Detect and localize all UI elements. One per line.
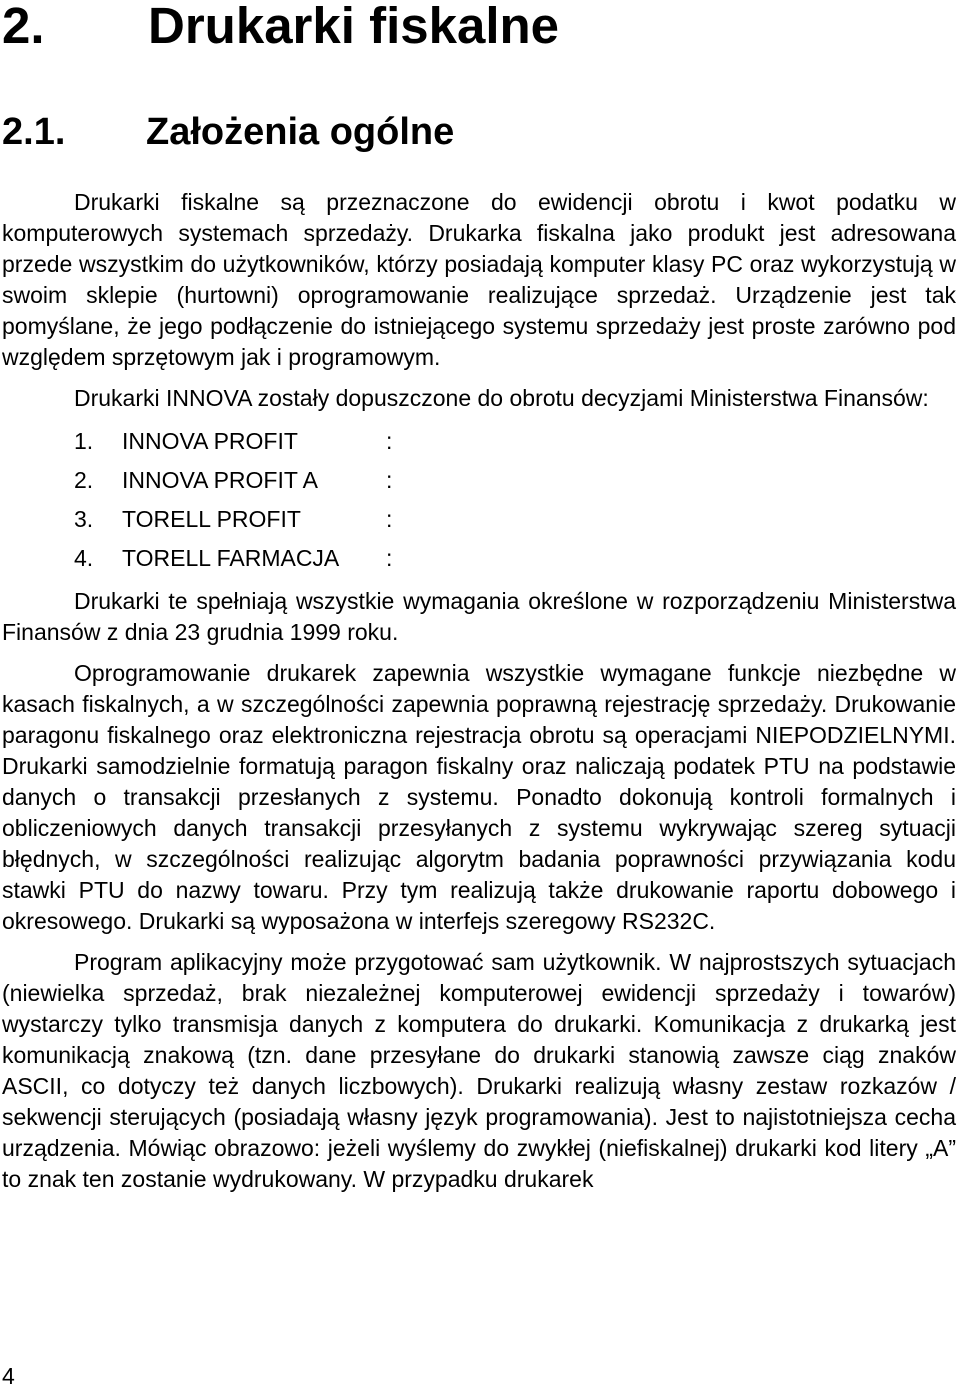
section-number: 2.1. — [2, 111, 66, 153]
document-body — [2, 187, 956, 1195]
list-item-suffix: : — [386, 467, 393, 493]
list-item-number: 1. — [74, 428, 94, 454]
list-item-suffix: : — [386, 506, 393, 532]
list-item-number: 3. — [74, 506, 94, 532]
page-number: 4 — [2, 1363, 15, 1389]
list-item-name: INNOVA PROFIT — [122, 428, 298, 454]
chapter-heading — [2, 0, 559, 56]
list-item-suffix: : — [386, 545, 393, 571]
paragraph-intro: Drukarki fiskalne są przeznaczone do ewidencji obrotu i kwot podatku w komputerowych systemach sprzedaży. Drukarka fiskalna jako produkt jest adresowana przede wszystkim do użytkowników, którzy posiadają komputer klasy PC oraz wykorzystują w swoim sklepie (hurtowni) oprogramowanie realizujące sprzedaż. Urządzenie jest tak pomyślane, że jego podłączenie do istniejącego systemu sprzedaży jest proste zarówno pod względem sprzętowym jak i programowym. — [2, 189, 956, 370]
paragraph-application: Program aplikacyjny może przygotować sam użytkownik. W najprostszych sytuacjach (niewielka sprzedaż, brak niezależnej komputerowej ewidencji sprzedaży i towarów) wystarczy tylko transmisja danych z komputera do drukarki. Komunikacja z drukarką jest komunikacją znakową (tzn. dane przesyłane do drukarki stanowią zawsze ciąg znaków ASCII, co dotyczy też danych liczbowych). Drukarki realizują własny zestaw rozkazów / sekwencji sterujących (posiadają własny język programowania). Jest to najistotniejsza cecha urządzenia. Mówiąc obrazowo: jeżeli wyślemy do zwykłej (niefiskalnej) drukarki kod litery „A” to znak ten zostanie wydrukowany. W przypadku drukarek — [2, 949, 956, 1192]
section-title: Założenia ogólne — [146, 111, 455, 153]
chapter-title: Drukarki fiskalne — [148, 0, 560, 54]
paragraph-approval: Drukarki INNOVA zostały dopuszczone do obrotu decyzjami Ministerstwa Finansów: — [74, 385, 929, 411]
list-item — [2, 539, 956, 578]
paragraph-software: Oprogramowanie drukarek zapewnia wszystkie wymagane funkcje niezbędne w kasach fiskalnych, a w szczególności zapewnia poprawną rejestrację sprzedaży. Drukowanie paragonu fiskalnego oraz elektroniczna rejestracja obrotu są operacjami NIEPODZIELNYMI. Drukarki samodzielnie formatują paragon fiskalny oraz naliczają podatek PTU na podstawie danych o transakcji przesłanych z systemu. Ponadto dokonują kontroli formalnych i obliczeniowych danych transakcji przesyłanych z systemu wykrywając szereg sytuacji błędnych, w szczególności realizując algorytm badania poprawności przywiązania kodu stawki PTU do nazwy towaru. Przy tym realizują także drukowanie raportu dobowego i okresowego. Drukarki są wyposażona w interfejs szeregowy RS232C. — [2, 660, 956, 934]
list-item — [2, 422, 956, 461]
section-heading — [2, 110, 454, 154]
list-item-name: TORELL FARMACJA — [122, 545, 340, 571]
list-item-name: INNOVA PROFIT A — [122, 467, 318, 493]
list-item-suffix: : — [386, 428, 393, 454]
list-item-number: 2. — [74, 467, 94, 493]
list-item-name: TORELL PROFIT — [122, 506, 301, 532]
list-item — [2, 500, 956, 539]
chapter-number: 2. — [2, 0, 45, 54]
list-item-number: 4. — [74, 545, 94, 571]
list-item — [2, 461, 956, 500]
paragraph-requirements: Drukarki te spełniają wszystkie wymagania określone w rozporządzeniu Ministerstwa Finansów z dnia 23 grudnia 1999 roku. — [2, 588, 956, 645]
device-list — [2, 422, 956, 578]
